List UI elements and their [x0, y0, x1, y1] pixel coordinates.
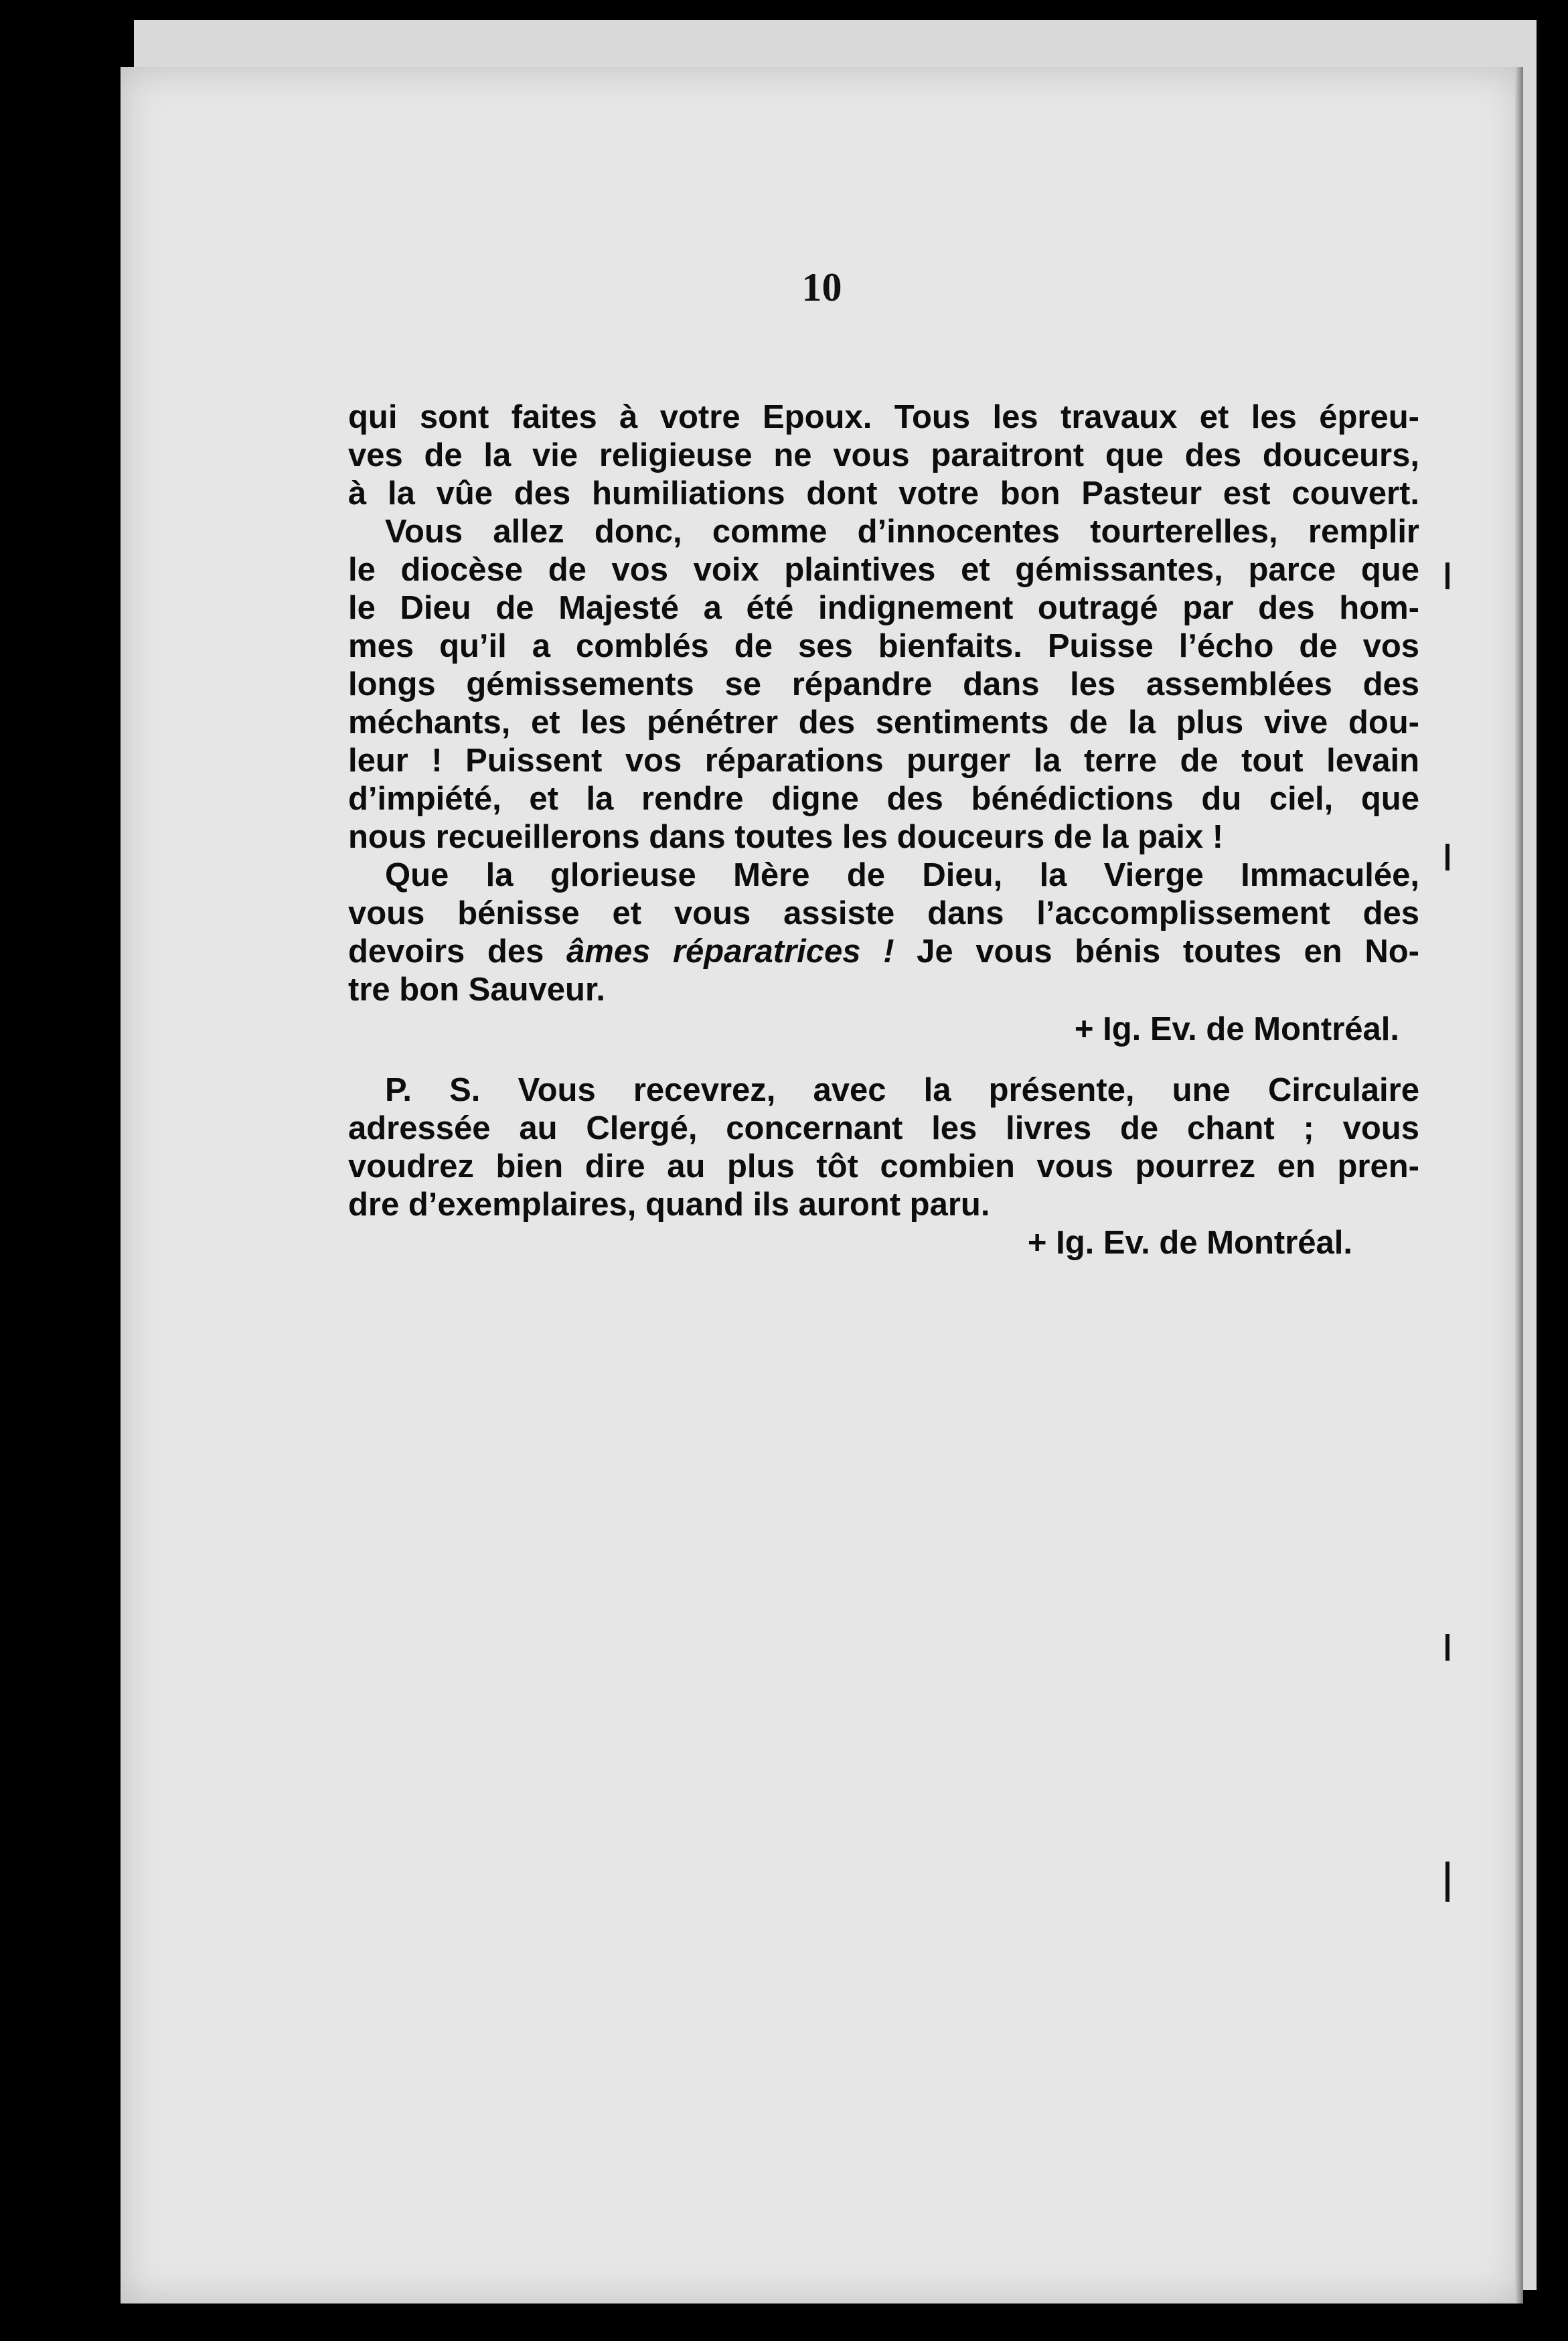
italic-phrase: âmes réparatrices ! [566, 933, 894, 970]
text-line: vous bénisse et vous assiste dans l’accomplissement des [348, 895, 1419, 931]
text-segment: devoirs des [348, 933, 567, 970]
binding-mark [1445, 562, 1449, 589]
text-line-with-italic [348, 933, 1419, 971]
binding-mark [1445, 1862, 1449, 1902]
text-line: nous recueillerons dans toutes les douceurs de la paix ! [348, 819, 1224, 855]
text-line: qui sont faites à votre Epoux. Tous les travaux et les épreu- [348, 399, 1419, 435]
text-line: à la vûe des humiliations dont votre bon Pasteur est couvert. [348, 475, 1419, 512]
text-line: le Dieu de Majesté a été indignement outragé par des hom- [348, 590, 1419, 626]
page-number: 10 [801, 265, 842, 309]
letter-body [348, 398, 1419, 1262]
binding-mark [1445, 844, 1449, 871]
paragraph-2 [348, 513, 1419, 856]
text-line: tre bon Sauveur. [348, 972, 605, 1008]
paragraph-3 [348, 856, 1419, 1009]
text-line: leur ! Puissent vos réparations purger la terre de tout levain [348, 743, 1419, 779]
text-line: adressée au Clergé, concernant les livres de chant ; vous [348, 1110, 1419, 1146]
text-line: longs gémissements se répandre dans les assemblées des [348, 666, 1419, 702]
text-line: P. S. Vous recevrez, avec la présente, une Circulaire [385, 1072, 1419, 1108]
text-segment: Je vous bénis toutes en No- [894, 933, 1419, 970]
text-line: dre d’exemplaires, quand ils auront paru. [348, 1187, 990, 1223]
text-line: méchants, et les pénétrer des sentiments de la plus vive dou- [348, 704, 1419, 741]
text-line: mes qu’il a comblés de ses bienfaits. Puisse l’écho de vos [348, 628, 1419, 664]
page-edge [1515, 67, 1523, 2304]
paragraph-1 [348, 398, 1419, 513]
binding-mark [1445, 1634, 1449, 1661]
signature-1: + Ig. Ev. de Montréal. [1074, 1011, 1399, 1047]
text-line: le diocèse de vos voix plaintives et gémissantes, parce que [348, 552, 1419, 588]
document-page [121, 67, 1523, 2304]
postscript [348, 1071, 1419, 1224]
text-line: Vous allez donc, comme d’innocentes tourterelles, remplir [385, 514, 1419, 550]
text-line: ves de la vie religieuse ne vous paraitront que des douceurs, [348, 437, 1419, 473]
text-line: Que la glorieuse Mère de Dieu, la Vierge Immaculée, [385, 857, 1419, 893]
text-line: d’impiété, et la rendre digne des bénédictions du ciel, que [348, 781, 1419, 817]
signature-2: + Ig. Ev. de Montréal. [1027, 1225, 1352, 1261]
text-line: voudrez bien dire au plus tôt combien vous pourrez en pren- [348, 1148, 1419, 1185]
